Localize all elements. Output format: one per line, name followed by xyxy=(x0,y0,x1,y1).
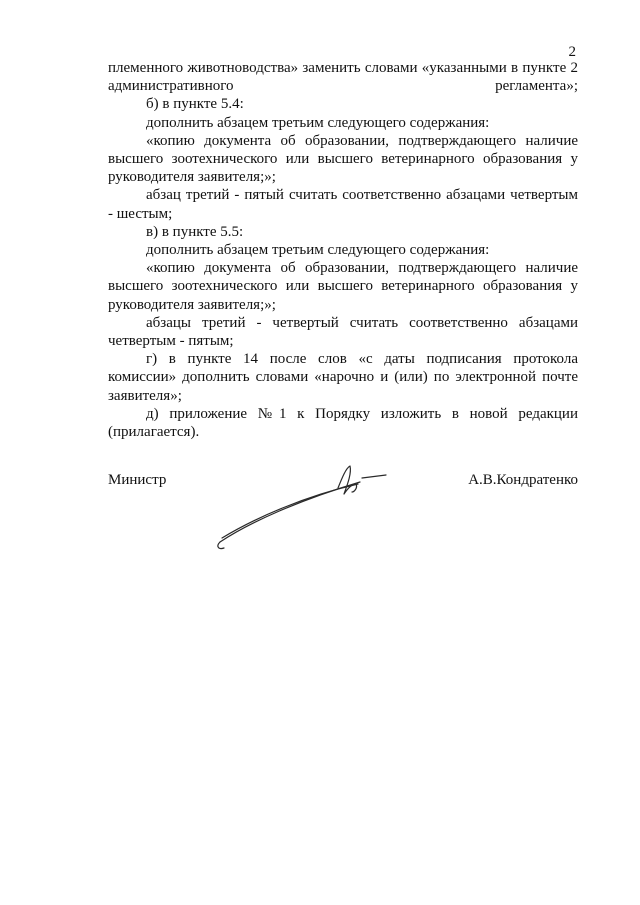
paragraph-item-v: в) в пункте 5.5: xyxy=(146,223,244,240)
paragraph-add-third: дополнить абзацем третьим следующего содержания: xyxy=(146,114,490,131)
handwritten-signature xyxy=(210,462,400,552)
paragraph-quote: «копию документа об образовании, подтверждающего наличие высшего зоотехнического или высшего ветеринарного образования у руководителя заявителя;»; xyxy=(108,260,578,313)
signatory-title: Министр xyxy=(108,472,167,488)
paragraph-quote: «копию документа об образовании, подтверждающего наличие высшего зоотехнического или высшего ветеринарного образования у руководителя заявителя;»; xyxy=(108,132,578,186)
paragraph-continuation: племенного животноводства» заменить словами «указанными в пункте 2 административного регламента»; xyxy=(108,60,578,95)
paragraph-item-d: д) приложение №1 к Порядку изложить в новой редакции (прилагается). xyxy=(108,405,578,441)
signatory-name: А.В.Кондратенко xyxy=(468,472,578,488)
page-number: 2 xyxy=(568,44,576,60)
document-body xyxy=(108,59,578,441)
paragraph-renumber: абзацы третий - четвертый считать соответственно абзацами четвертым - пятым; xyxy=(108,314,578,350)
paragraph-item-b: б) в пункте 5.4: xyxy=(146,96,244,113)
paragraph-renumber: абзац третий - пятый считать соответственно абзацами четвертым - шестым; xyxy=(108,187,578,222)
paragraph-item-g: г) в пункте 14 после слов «с даты подписания протокола комиссии» дополнить словами «нарочно и (или) по электронной почте заявителя»; xyxy=(108,351,578,404)
paragraph-add-third: дополнить абзацем третьим следующего содержания: xyxy=(146,242,490,259)
